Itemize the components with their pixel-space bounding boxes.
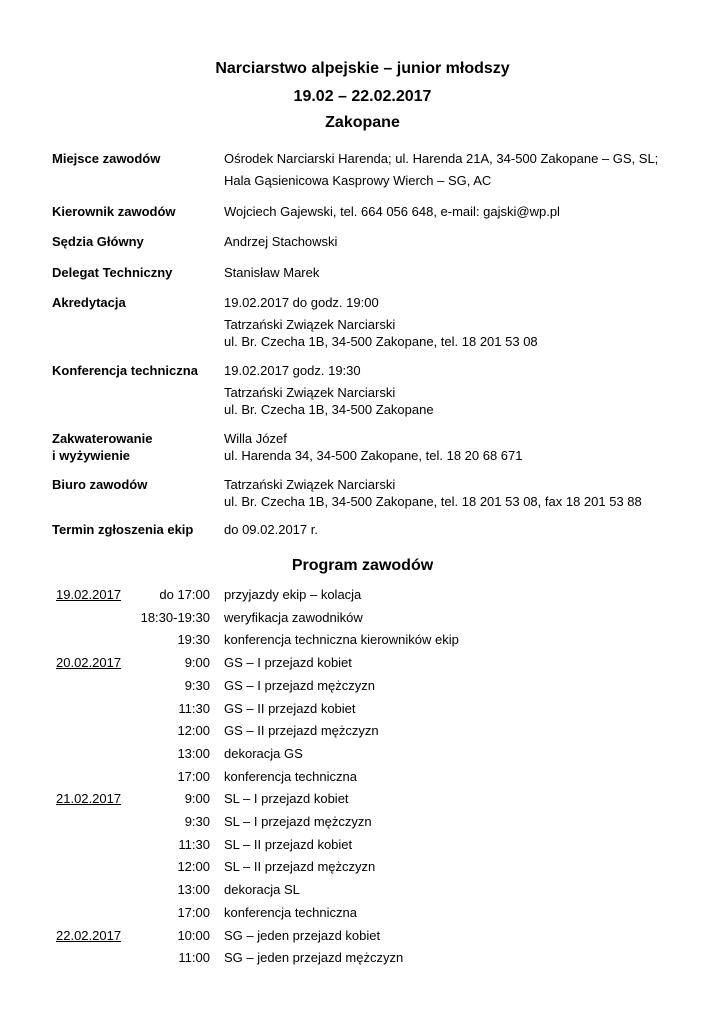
info-value: ul. Br. Czecha 1B, 34-500 Zakopane, tel. 18 201 53 08, fax 18 201 53 88 bbox=[224, 494, 642, 509]
program-description: dekoracja SL bbox=[224, 882, 300, 897]
program-time: 18:30-19:30 bbox=[140, 610, 210, 625]
event-dates: 19.02 – 22.02.2017 bbox=[293, 88, 432, 105]
program-time: 9:00 bbox=[184, 791, 210, 806]
program-time: 11:30 bbox=[178, 837, 210, 852]
info-label: Delegat Techniczny bbox=[52, 265, 173, 280]
program-time: 12:00 bbox=[177, 723, 210, 738]
program-description: GS – II przejazd kobiet bbox=[224, 701, 356, 716]
info-label: Kierownik zawodów bbox=[52, 204, 176, 219]
info-value: 19.02.2017 do godz. 19:00 bbox=[224, 295, 379, 310]
program-description: konferencja techniczna kierowników ekip bbox=[224, 632, 459, 647]
info-label: Zakwaterowanie i wyżywienie bbox=[52, 431, 153, 463]
program-date: 22.02.2017 bbox=[56, 928, 122, 943]
info-value: Tatrzański Związek Narciarski bbox=[224, 477, 396, 492]
program-time: 12:00 bbox=[177, 859, 210, 874]
program-description: GS – I przejazd mężczyzn bbox=[224, 678, 375, 693]
program-time: 13:00 bbox=[177, 882, 210, 897]
info-value: Ośrodek Narciarski Harenda; ul. Harenda 21A, 34-500 Zakopane – GS, SL; bbox=[224, 151, 659, 166]
program-time: 13:00 bbox=[177, 746, 210, 761]
program-description: przyjazdy ekip – kolacja bbox=[224, 587, 362, 602]
program-description: SG – jeden przejazd mężczyzn bbox=[224, 950, 404, 965]
info-value: ul. Br. Czecha 1B, 34-500 Zakopane, tel. 18 201 53 08 bbox=[224, 334, 538, 349]
program-description: weryfikacja zawodników bbox=[224, 610, 363, 625]
info-value: Andrzej Stachowski bbox=[224, 234, 338, 249]
program-description: SL – II przejazd kobiet bbox=[224, 837, 353, 852]
program-time: 10:00 bbox=[177, 928, 210, 943]
program-date: 19.02.2017 bbox=[56, 587, 122, 602]
info-label: Sędzia Główny bbox=[52, 234, 144, 249]
info-value: Willa Józef bbox=[224, 431, 287, 446]
info-label: Termin zgłoszenia ekip bbox=[52, 522, 194, 537]
program-time: 9:30 bbox=[184, 814, 210, 829]
info-value: Wojciech Gajewski, tel. 664 056 648, e-mail: gajski@wp.pl bbox=[224, 204, 560, 219]
program-description: konferencja techniczna bbox=[224, 905, 357, 920]
program-time: 11:00 bbox=[178, 950, 210, 965]
program-description: SL – I przejazd kobiet bbox=[224, 791, 349, 806]
program-description: SL – I przejazd mężczyzn bbox=[224, 814, 372, 829]
info-value: Stanisław Marek bbox=[224, 265, 320, 280]
program-description: konferencja techniczna bbox=[224, 769, 357, 784]
info-value: Tatrzański Związek Narciarski bbox=[224, 317, 396, 332]
program-description: GS – II przejazd mężczyzn bbox=[224, 723, 379, 738]
program-time: 17:00 bbox=[177, 769, 210, 784]
program-title: Program zawodów bbox=[291, 557, 434, 574]
program-description: SL – II przejazd mężczyzn bbox=[224, 859, 376, 874]
program-description: SG – jeden przejazd kobiet bbox=[224, 928, 381, 943]
program-time: 19:30 bbox=[177, 632, 210, 647]
program-time: 9:00 bbox=[184, 655, 210, 670]
info-label: Akredytacja bbox=[52, 295, 126, 310]
info-value: Tatrzański Związek Narciarski bbox=[224, 385, 396, 400]
program-description: GS – I przejazd kobiet bbox=[224, 655, 352, 670]
program-date: 21.02.2017 bbox=[56, 791, 122, 806]
program-time: 17:00 bbox=[177, 905, 210, 920]
info-label: Konferencja techniczna bbox=[52, 363, 198, 378]
info-label: Miejsce zawodów bbox=[52, 151, 161, 166]
info-value: do 09.02.2017 r. bbox=[224, 522, 318, 537]
event-place: Zakopane bbox=[325, 114, 400, 131]
info-value: ul. Harenda 34, 34-500 Zakopane, tel. 18 20 68 671 bbox=[224, 448, 523, 463]
program-time: 9:30 bbox=[184, 678, 210, 693]
program-description: dekoracja GS bbox=[224, 746, 303, 761]
program-date: 20.02.2017 bbox=[56, 655, 122, 670]
document-title: Narciarstwo alpejskie – junior młodszy bbox=[215, 60, 510, 77]
program-time: do 17:00 bbox=[159, 587, 210, 602]
info-value: ul. Br. Czecha 1B, 34-500 Zakopane bbox=[224, 402, 434, 417]
info-value: 19.02.2017 godz. 19:30 bbox=[224, 363, 361, 378]
program-time: 11:30 bbox=[178, 701, 210, 716]
info-label: Biuro zawodów bbox=[52, 477, 148, 492]
info-value: Hala Gąsienicowa Kasprowy Wierch – SG, AC bbox=[224, 173, 492, 188]
